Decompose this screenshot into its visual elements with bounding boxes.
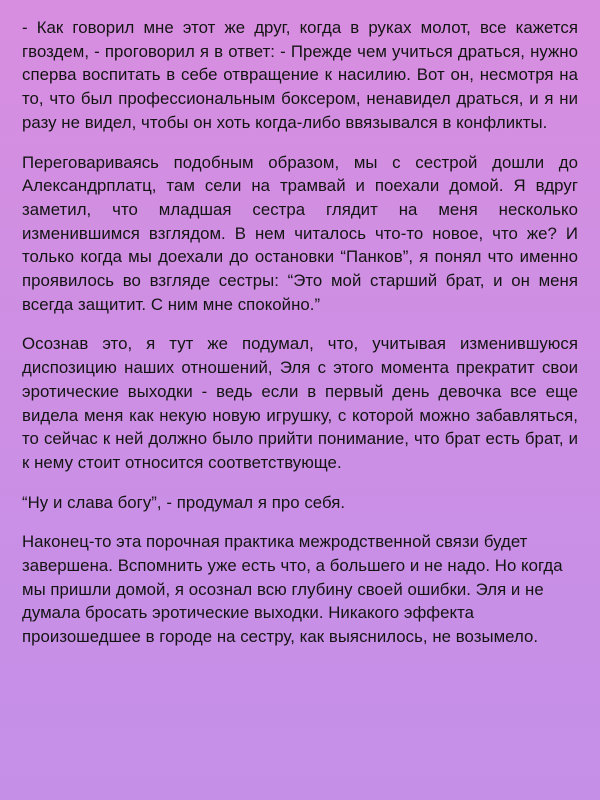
paragraph-2: Переговариваясь подобным образом, мы с сестрой дошли до Александрплатц, там сели на трамвай и поехали домой. Я вдруг заметил, что младшая сестра глядит на меня несколько изменившимся взглядом. В нем читалось что-то новое, что же? И только когда мы доехали до остановки “Панков”, я понял что именно проявилось во взгляде сестры: “Это мой старший брат, и он меня всегда защитит. С ним мне спокойно.” [22,152,578,314]
paragraph-1: - Как говорил мне этот же друг, когда в руках молот, все кажется гвоздем, - проговорил я в ответ: - Прежде чем учиться драться, нужно сперва воспитать в себе отвращение к насилию. Вот он, несмотря на то, что был профессиональным боксером, ненавидел драться, и я ни разу не видел, чтобы он хоть когда-либо ввязывался в конфликты. [22,18,578,132]
paragraph-5: Наконец-то эта порочная практика межродственной связи будет завершена. Вспомнить уже есть что, а большего и не надо. Но когда мы пришли домой, я осознал всю глубину своей ошибки. Эля и не думала бросать эротические выходки. Никакого эффекта произошедшее в городе на сестру, как выяснилось, не возымело. [22,532,563,647]
paragraph-3: Осознав это, я тут же подумал, что, учитывая изменившуюся диспозицию наших отношений, Эля с этого момента прекратит свои эротические выходки - ведь если в первый день девочка все еще видела меня как некую новую игрушку, с которой можно забавляться, то сейчас к ней должно было прийти понимание, что брат есть брат, и к нему стоит относится соответствующе. [22,334,578,472]
paragraph-4: “Ну и слава богу”, - продумал я про себя. [22,492,346,512]
